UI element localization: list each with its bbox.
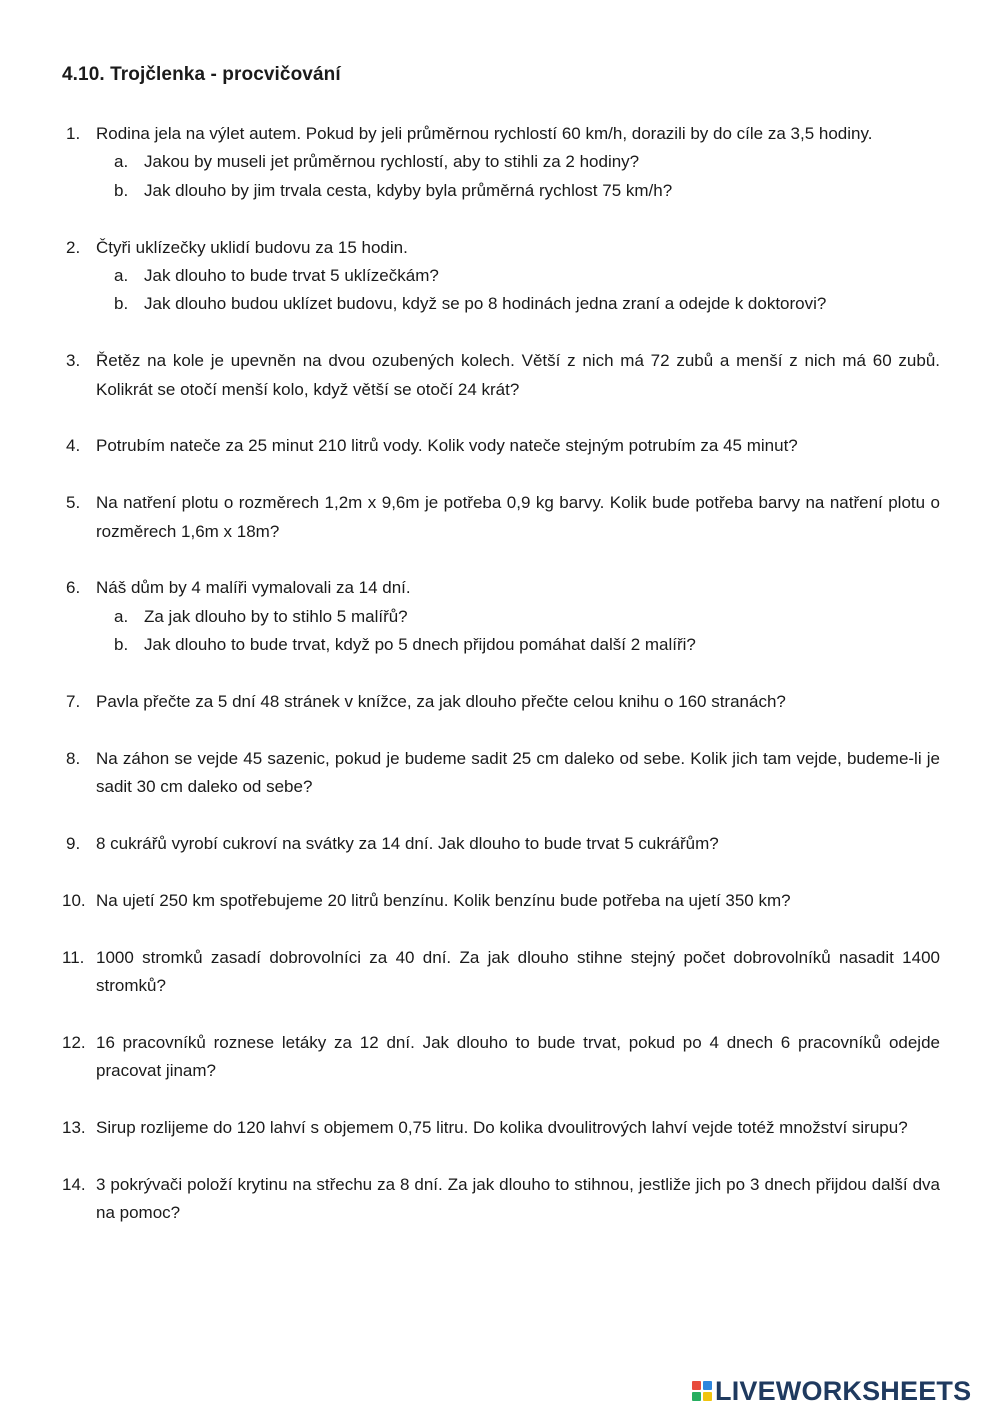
subtask-letter: b. (114, 180, 129, 200)
task-number: 6. (66, 578, 81, 598)
task-text: Rodina jela na výlet autem. Pokud by jeli průměrnou rychlostí 60 km/h, dorazili by do cíle za 3,5 hodiny. (96, 124, 873, 143)
task-number: 1. (66, 124, 81, 143)
subtask-item (96, 631, 940, 659)
task-item (62, 489, 940, 546)
task-text: 16 pracovníků roznese letáky za 12 dní. Jak dlouho to bude trvat, pokud po 4 dnech 6 pracovníků odejde pracovat jinam? (96, 1032, 940, 1081)
task-text: 3 pokrývači položí krytinu na střechu za 8 dní. Za jak dlouho to stihnou, jestliže jich po 3 dnech přijdou další dva na pomoc? (96, 1174, 940, 1223)
subtask-letter: a. (114, 266, 129, 286)
task-item (62, 1029, 940, 1086)
task-number: 9. (66, 834, 81, 854)
task-item (62, 432, 940, 460)
task-item (62, 1171, 940, 1228)
task-text: Na ujetí 250 km spotřebujeme 20 litrů benzínu. Kolik benzínu bude potřeba na ujetí 350 km? (96, 890, 791, 910)
subtask-item (96, 177, 940, 205)
logo-block-4 (703, 1392, 712, 1401)
task-number: 5. (66, 493, 81, 513)
task-item (62, 887, 940, 915)
task-number: 14. (62, 1174, 86, 1194)
subtask-list (96, 262, 940, 319)
subtask-item (96, 603, 940, 631)
subtask-letter: b. (114, 294, 129, 314)
logo-blocks-icon (692, 1381, 712, 1401)
subtask-text: Jakou by museli jet průměrnou rychlostí, aby to stihli za 2 hodiny? (144, 152, 640, 172)
task-list (62, 120, 940, 1256)
subtask-letter: b. (114, 635, 129, 655)
task-item (62, 347, 940, 404)
task-text: 1000 stromků zasadí dobrovolníci za 40 dní. Za jak dlouho stihne stejný počet dobrovolníků nasadit 1400 stromků? (96, 947, 940, 996)
task-text: Čtyři uklízečky uklidí budovu za 15 hodin. (96, 237, 408, 257)
task-text: Náš dům by 4 malíři vymalovali za 14 dní. (96, 578, 411, 598)
subtask-list (96, 148, 940, 205)
task-text: Sirup rozlijeme do 120 lahví s objemem 0,75 litru. Do kolika dvoulitrových lahví vejde totéž množství sirupu? (96, 1118, 908, 1138)
subtask-letter: a. (114, 152, 129, 172)
task-number: 2. (66, 237, 81, 257)
task-item (62, 688, 940, 716)
subtask-text: Jak dlouho to bude trvat 5 uklízečkám? (144, 266, 439, 286)
task-number: 11. (62, 947, 85, 967)
task-number: 7. (66, 692, 81, 712)
task-number: 12. (62, 1032, 86, 1052)
subtask-item (96, 148, 940, 176)
task-text: Na natření plotu o rozměrech 1,2m x 9,6m je potřeba 0,9 kg barvy. Kolik bude potřeba barvy na natření plotu o rozměrech 1,6m x 18m? (96, 493, 940, 541)
task-item (62, 234, 940, 319)
task-text: 8 cukrářů vyrobí cukroví na svátky za 14 dní. Jak dlouho to bude trvat 5 cukrářům? (96, 834, 719, 854)
task-item (62, 1114, 940, 1142)
task-text: Na záhon se vejde 45 sazenic, pokud je budeme sadit 25 cm daleko od sebe. Kolik jich tam vejde, budeme-li je sadit 30 cm daleko od sebe? (96, 748, 940, 797)
task-text: Potrubím nateče za 25 minut 210 litrů vody. Kolik vody nateče stejným potrubím za 45 minut? (96, 436, 798, 456)
subtask-item (96, 262, 940, 290)
task-number: 10. (62, 890, 86, 910)
task-number: 13. (62, 1118, 86, 1138)
subtask-text: Jak dlouho budou uklízet budovu, když se po 8 hodinách jedna zraní a odejde k doktorovi? (144, 294, 827, 314)
logo-text: LIVEWORKSHEETS (715, 1375, 972, 1406)
subtask-text: Jak dlouho by jim trvala cesta, kdyby byla průměrná rychlost 75 km/h? (144, 180, 673, 200)
subtask-text: Jak dlouho to bude trvat, když po 5 dnech přijdou pomáhat další 2 malíři? (144, 635, 696, 655)
logo-block-2 (703, 1381, 712, 1390)
subtask-list (96, 603, 940, 660)
task-item (62, 745, 940, 802)
subtask-item (96, 290, 940, 318)
logo-block-3 (692, 1392, 701, 1401)
task-item (62, 944, 940, 1001)
task-item (62, 574, 940, 659)
task-number: 8. (66, 748, 81, 768)
page-title: 4.10. Trojčlenka - procvičování (62, 64, 341, 85)
logo-block-1 (692, 1381, 701, 1390)
task-text: Řetěz na kole je upevněn na dvou ozubených kolech. Větší z nich má 72 zubů a menší z nich má 60 zubů. Kolikrát se otočí menší kolo, když větší se otočí 24 krát? (96, 351, 940, 399)
liveworksheets-logo (692, 1373, 971, 1409)
subtask-text: Za jak dlouho by to stihlo 5 malířů? (144, 606, 408, 626)
task-item (62, 830, 940, 858)
task-number: 3. (66, 351, 81, 371)
task-item (62, 120, 940, 205)
task-text: Pavla přečte za 5 dní 48 stránek v knížce, za jak dlouho přečte celou knihu o 160 stranách? (96, 692, 786, 712)
task-number: 4. (66, 436, 81, 456)
subtask-letter: a. (114, 606, 129, 626)
